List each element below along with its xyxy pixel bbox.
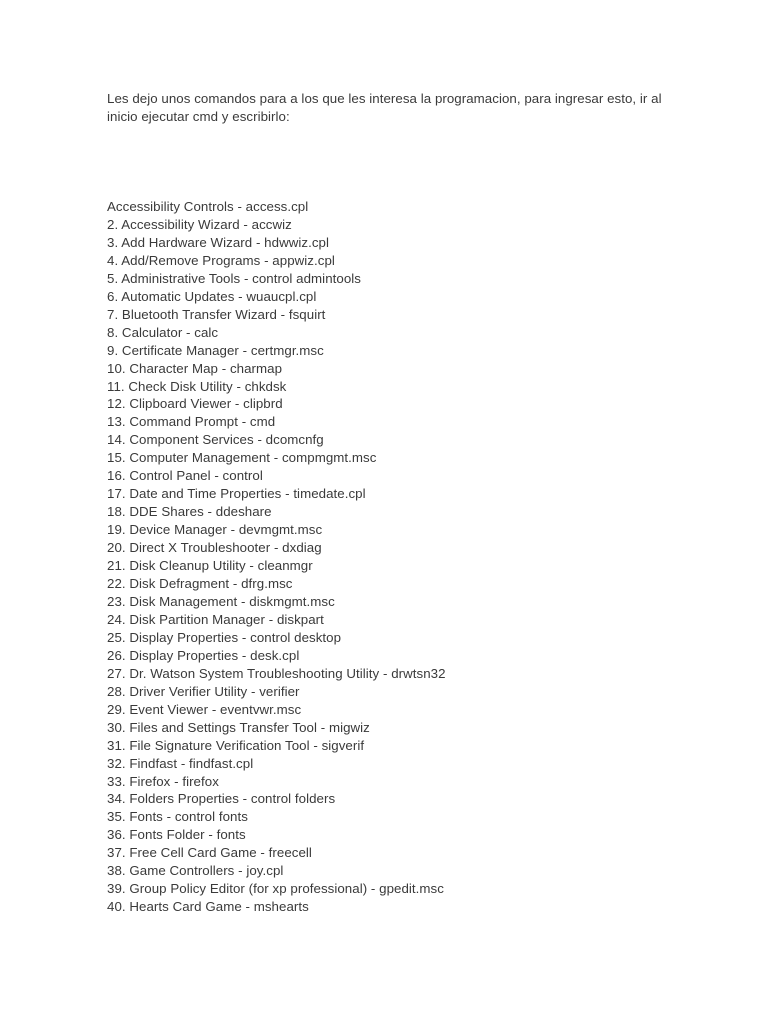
list-item: 22. Disk Defragment - dfrg.msc	[107, 576, 293, 592]
list-item: 28. Driver Verifier Utility - verifier	[107, 683, 300, 699]
list-item: 30. Files and Settings Transfer Tool - migwiz	[107, 719, 370, 735]
list-item: 14. Component Services - dcomcnfg	[107, 432, 324, 448]
list-item: 18. DDE Shares - ddeshare	[107, 504, 272, 520]
list-item: 7. Bluetooth Transfer Wizard - fsquirt	[107, 306, 326, 322]
list-item: 37. Free Cell Card Game - freecell	[107, 845, 312, 861]
list-item: 10. Character Map - charmap	[107, 360, 283, 376]
list-item: 26. Display Properties - desk.cpl	[107, 647, 300, 663]
list-item: 15. Computer Management - compmgmt.msc	[107, 450, 377, 466]
list-item: 3. Add Hardware Wizard - hdwwiz.cpl	[107, 234, 329, 250]
list-item: 13. Command Prompt - cmd	[107, 414, 276, 430]
list-item: 6. Automatic Updates - wuaucpl.cpl	[107, 288, 317, 304]
list-item: 17. Date and Time Properties - timedate.cpl	[107, 486, 366, 502]
list-item: 2. Accessibility Wizard - accwiz	[107, 216, 292, 232]
list-item: 24. Disk Partition Manager - diskpart	[107, 611, 324, 627]
command-list	[107, 198, 707, 916]
list-item: 23. Disk Management - diskmgmt.msc	[107, 593, 335, 609]
list-item: 38. Game Controllers - joy.cpl	[107, 863, 284, 879]
list-item: 12. Clipboard Viewer - clipbrd	[107, 396, 283, 412]
list-item: 27. Dr. Watson System Troubleshooting Utility - drwtsn32	[107, 665, 446, 681]
list-item: 29. Event Viewer - eventvwr.msc	[107, 701, 302, 717]
list-item: 34. Folders Properties - control folders	[107, 791, 336, 807]
list-item: 40. Hearts Card Game - mshearts	[107, 899, 309, 915]
list-item: 20. Direct X Troubleshooter - dxdiag	[107, 540, 322, 556]
list-item: 32. Findfast - findfast.cpl	[107, 755, 254, 771]
list-item: 16. Control Panel - control	[107, 468, 263, 484]
intro-paragraph: Les dejo unos comandos para a los que les interesa la programacion, para ingresar esto, ir al inicio ejecutar cmd y escribirlo:	[107, 91, 662, 124]
list-item: 36. Fonts Folder - fonts	[107, 827, 246, 843]
list-item: 33. Firefox - firefox	[107, 773, 219, 789]
list-item: Accessibility Controls - access.cpl	[107, 199, 309, 214]
list-item: 21. Disk Cleanup Utility - cleanmgr	[107, 558, 313, 574]
list-item: 19. Device Manager - devmgmt.msc	[107, 522, 323, 538]
list-item: 4. Add/Remove Programs - appwiz.cpl	[107, 252, 335, 268]
list-item: 8. Calculator - calc	[107, 324, 219, 340]
list-item: 9. Certificate Manager - certmgr.msc	[107, 342, 324, 358]
list-item: 5. Administrative Tools - control admintools	[107, 270, 361, 286]
list-item: 31. File Signature Verification Tool - sigverif	[107, 737, 365, 753]
list-item: 39. Group Policy Editor (for xp professional) - gpedit.msc	[107, 881, 444, 897]
list-item: 11. Check Disk Utility - chkdsk	[107, 378, 287, 394]
list-item: 35. Fonts - control fonts	[107, 809, 248, 825]
list-item: 25. Display Properties - control desktop	[107, 629, 342, 645]
